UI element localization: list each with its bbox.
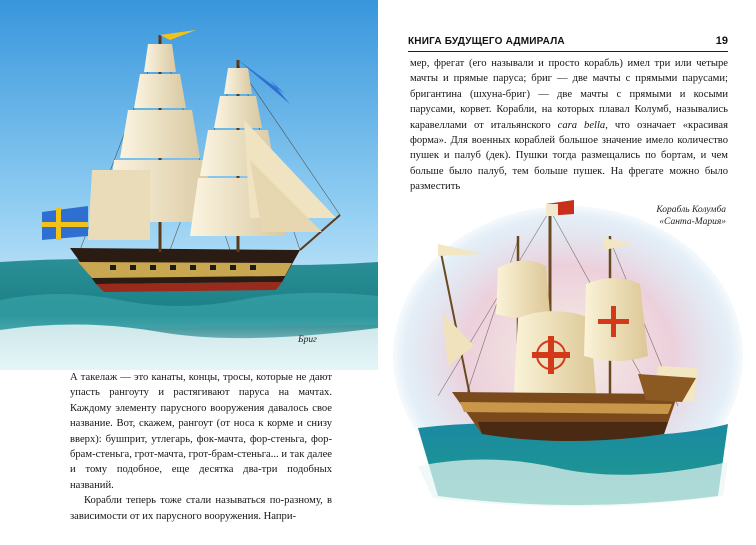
left-body-text	[70, 370, 332, 524]
brig-caption: Бриг	[298, 335, 317, 345]
swedish-flag	[42, 206, 88, 240]
caption-line-1: Корабль Колумба	[656, 205, 726, 215]
text-after-term: , что означает «красивая форма». Для военных кораблей большое значение имело количество пушек и палуб (дек). Пушки тогда размещались по бортам, и чем больше было палуб, тем больше пушек. На фрегате можно было разместить	[410, 119, 728, 193]
page-number: 19	[715, 35, 728, 47]
santa-maria-illustration	[378, 196, 756, 545]
text-before-term: мер, фрегат (его называли и просто корабль) имел три или четыре мачты и прямые паруса; бриг — две мачты с прямыми парусами; бригантина (шхуна-бриг) — две мачты с прямыми и косыми парусами, корвет. Корабли, на которых плавал Колумб, назывались каравеллами от итальянского	[410, 58, 728, 131]
italic-term: cara bella	[557, 119, 606, 131]
right-body-text	[410, 56, 728, 195]
left-paragraph-1: А такелаж — это канаты, концы, тросы, которые не дают упасть рангоуту и растягивают паруса на мачтах. Каждому элементу парусного вооружения давалось свое название. Вот, скажем, рангоут (от носа к корме и снизу вверх): бушприт, утлегарь, фок-мачта, фор-стеньга, фор-брам-стеньга, грот-мачта, грот-брам-стеньга... и так далее и тому подобное, еще десятка два-три подобных названий.	[70, 372, 332, 491]
brig-illustration	[0, 0, 378, 370]
right-paragraph	[410, 56, 728, 195]
running-header	[408, 35, 728, 52]
header-title: КНИГА БУДУЩЕГО АДМИРАЛА	[408, 36, 565, 47]
right-page	[378, 0, 756, 545]
left-paragraph-2: Корабли теперь тоже стали называться по-разному, в зависимости от их парусного вооружения. Напри-	[70, 495, 332, 522]
caption-line-2: «Санта-Мария»	[659, 217, 726, 227]
